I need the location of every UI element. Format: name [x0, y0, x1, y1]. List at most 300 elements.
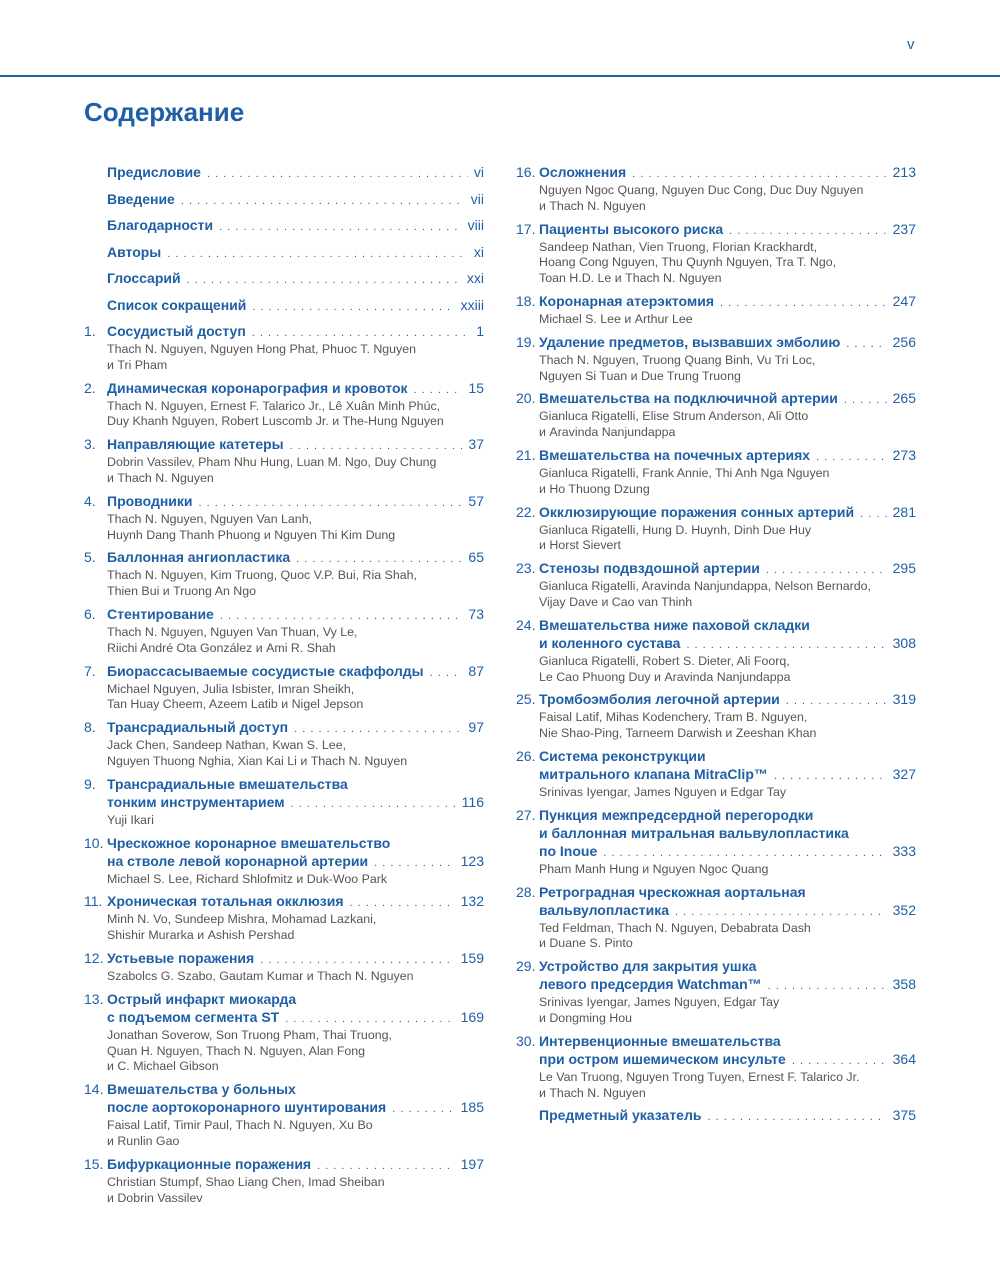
page-reference[interactable]: 281: [892, 503, 916, 520]
author-line: Riichi André Ota González и Ami R. Shah: [107, 640, 336, 655]
page-reference[interactable]: 65: [468, 549, 484, 566]
dot-leader: [291, 795, 456, 813]
toc-entry[interactable]: [516, 503, 916, 555]
chapter-number: 22.: [516, 503, 536, 520]
chapter-number: 29.: [516, 958, 536, 975]
toc-entry[interactable]: [84, 435, 484, 487]
chapter-number: 27.: [516, 806, 536, 823]
page-reference[interactable]: 169: [460, 1008, 484, 1025]
author-line: Nguyen Thuong Nghia, Xian Kai Li и Thach N. Nguyen: [107, 753, 408, 768]
chapter-title-row: [539, 559, 916, 579]
chapter-authors: [107, 399, 484, 431]
author-line: и Tri Pham: [107, 357, 168, 372]
chapter-authors: [539, 312, 916, 328]
toc-entry[interactable]: [516, 446, 916, 498]
toc-entry-body: [107, 379, 484, 431]
dot-leader: [260, 951, 454, 969]
chapter-title-line[interactable]: и баллонная митральная вальвулопластика: [539, 824, 849, 841]
chapter-title-line[interactable]: Трансрадиальный доступ: [107, 719, 289, 736]
chapter-title-row: [107, 243, 484, 263]
chapter-number: 9.: [84, 775, 96, 792]
page-reference[interactable]: vii: [470, 190, 484, 207]
dot-leader: [350, 894, 455, 912]
toc-entry[interactable]: [84, 605, 484, 657]
chapter-title-line[interactable]: Проводники: [107, 492, 193, 509]
chapter-title-line[interactable]: Предметный указатель: [539, 1107, 702, 1124]
chapter-title-row: [107, 492, 484, 512]
toc-entry-body: [107, 190, 484, 210]
chapter-authors: [107, 969, 484, 985]
chapter-number: 7.: [84, 662, 96, 679]
page-reference[interactable]: 15: [468, 379, 484, 396]
chapter-authors: [107, 512, 484, 544]
chapter-title-row: [539, 842, 916, 862]
toc-entry[interactable]: [516, 957, 916, 1027]
author-line: Michael Nguyen, Julia Isbister, Imran Sheikh,: [107, 681, 355, 696]
toc-entry[interactable]: [516, 690, 916, 742]
toc-entry[interactable]: [84, 990, 484, 1075]
chapter-number: 26.: [516, 747, 536, 764]
author-line: Gianluca Rigatelli, Robert S. Dieter, Ali Foorq,: [539, 653, 790, 668]
toc-entry-body: [539, 292, 916, 328]
dot-leader: [167, 245, 468, 263]
chapter-title-line[interactable]: Коронарная атерэктомия: [539, 292, 714, 309]
author-line: Minh N. Vo, Sundeep Mishra, Mohamad Lazkani,: [107, 912, 377, 927]
chapter-title-row: [539, 901, 916, 921]
toc-entry[interactable]: [516, 292, 916, 328]
toc-entry[interactable]: [84, 322, 484, 374]
chapter-authors: [539, 353, 916, 385]
toc-entry-body: [107, 269, 484, 289]
chapter-title-row: [107, 949, 484, 969]
chapter-number: 20.: [516, 390, 536, 407]
page-reference[interactable]: 375: [892, 1107, 916, 1124]
chapter-title-row: [107, 163, 484, 183]
chapter-title-line[interactable]: Благодарности: [107, 217, 214, 233]
author-line: Ted Feldman, Thach N. Nguyen, Debabrata Dash: [539, 920, 811, 935]
page-reference[interactable]: 352: [892, 901, 916, 918]
toc-entry[interactable]: [516, 747, 916, 801]
toc-entry[interactable]: [84, 949, 484, 985]
dot-leader: [285, 1010, 454, 1028]
page-reference[interactable]: 364: [892, 1050, 916, 1067]
toc-entry-body: [107, 775, 484, 829]
toc-entry-body: [107, 718, 484, 770]
toc-entry[interactable]: [516, 220, 916, 287]
toc-entry-body: [539, 747, 916, 801]
author-line: и Aravinda Nanjundappa: [539, 425, 676, 440]
author-line: Szabolcs G. Szabo, Gautam Kumar и Thach N. Nguyen: [107, 968, 414, 983]
chapter-authors: [107, 455, 484, 487]
chapter-title-line[interactable]: Бифуркационные поражения: [107, 1155, 312, 1172]
chapter-title-line[interactable]: Стенозы подвздошной артерии: [539, 560, 760, 577]
chapter-number: 12.: [84, 949, 104, 966]
chapter-title-row: [539, 975, 916, 995]
chapter-title-line[interactable]: по Inoue: [539, 842, 598, 859]
toc-entry-body: [107, 296, 484, 316]
chapter-title-line[interactable]: с подъемом сегмента ST: [107, 1008, 280, 1025]
dot-leader: [181, 192, 465, 210]
author-line: Huynh Dang Thanh Phuong и Nguyen Thi Kim Dung: [107, 527, 396, 542]
author-line: Srinivas Iyengar, James Nguyen и Edgar Tay: [539, 784, 787, 799]
header-rule: [0, 75, 1000, 77]
toc-entry-body: [539, 957, 916, 1027]
dot-leader: [816, 448, 887, 466]
chapter-title-line[interactable]: Осложнения: [539, 164, 627, 180]
chapter-title-row: [539, 389, 916, 409]
chapter-title-row: [107, 190, 484, 210]
chapter-title-row: [107, 793, 484, 813]
toc-entry-body: [539, 1032, 916, 1102]
chapter-authors: [107, 1175, 484, 1207]
chapter-number: 5.: [84, 549, 96, 566]
author-line: Nguyen Si Tuan и Due Trung Truong: [539, 368, 741, 383]
dot-leader: [860, 505, 887, 523]
page-reference[interactable]: 116: [461, 793, 484, 810]
dot-leader: [252, 324, 470, 342]
author-line: Vijay Dave и Cao van Thinh: [539, 594, 693, 609]
toc-entry[interactable]: [516, 1032, 916, 1102]
author-line: Le Van Truong, Nguyen Trong Tuyen, Ernest F. Talarico Jr.: [539, 1069, 860, 1084]
author-line: Thach N. Nguyen, Nguyen Hong Phat, Phuoc T. Nguyen: [107, 342, 417, 356]
author-line: и Dobrin Vassilev: [107, 1190, 203, 1205]
dot-leader: [187, 271, 461, 289]
toc-entry[interactable]: [84, 379, 484, 431]
chapter-title-line[interactable]: Удаление предметов, вызвавших эмболию: [539, 333, 841, 350]
author-line: Thach N. Nguyen, Truong Quang Binh, Vu Tri Loc,: [539, 352, 816, 367]
dot-leader: [786, 692, 887, 710]
page-reference[interactable]: 247: [892, 292, 916, 309]
chapter-title-line[interactable]: Биорассасываемые сосудистые скаффолды: [107, 662, 424, 679]
toc-entry[interactable]: [516, 806, 916, 878]
author-line: Srinivas Iyengar, James Nguyen, Edgar Tay: [539, 995, 780, 1010]
chapter-title-row: [539, 292, 916, 312]
toc-entry[interactable]: [84, 492, 484, 544]
chapter-title-line[interactable]: Направляющие катетеры: [107, 436, 284, 453]
chapter-title-line[interactable]: Пункция межпредсердной перегородки: [539, 806, 814, 823]
chapter-number: 25.: [516, 691, 536, 708]
toc-entry[interactable]: [84, 548, 484, 600]
author-line: Nie Shao-Ping, Tarneem Darwish и Zeeshan Khan: [539, 726, 817, 741]
toc-entry-body: [107, 435, 484, 487]
chapter-authors: [539, 240, 916, 287]
chapter-authors: [107, 738, 484, 770]
dot-leader: [199, 494, 463, 512]
author-line: и Thach N. Nguyen: [539, 198, 646, 213]
chapter-authors: [539, 579, 916, 611]
chapter-title-row: [107, 296, 484, 316]
page-reference[interactable]: 37: [468, 436, 484, 453]
author-line: и Thach N. Nguyen: [107, 470, 214, 485]
author-line: Pham Manh Hung и Nguyen Ngoc Quang: [539, 861, 769, 876]
toc-entry-body: [107, 243, 484, 263]
dot-leader: [430, 664, 463, 682]
chapter-title-line[interactable]: Глоссарий: [107, 270, 181, 286]
page-reference[interactable]: 319: [892, 691, 916, 708]
author-line: Thach N. Nguyen, Ernest F. Talarico Jr., Lê Xuân Minh Phúc,: [107, 398, 441, 413]
toc-entry[interactable]: [516, 883, 916, 953]
chapter-authors: [107, 872, 484, 888]
dot-leader: [707, 1108, 886, 1126]
chapter-authors: [539, 183, 916, 215]
page-reference[interactable]: 273: [892, 446, 916, 463]
dot-leader: [294, 720, 462, 738]
page-reference[interactable]: viii: [467, 217, 484, 233]
page-reference[interactable]: 73: [468, 605, 484, 622]
chapter-authors: [539, 466, 916, 498]
author-line: и Ho Thuong Dzung: [539, 481, 650, 496]
author-line: Duy Khanh Nguyen, Robert Luscomb Jr. и The-Hung Nguyen: [107, 414, 444, 429]
chapter-number: 19.: [516, 333, 536, 350]
toc-entry[interactable]: [84, 296, 484, 316]
author-line: и Runlin Gao: [107, 1133, 180, 1148]
chapter-title-line[interactable]: после аортокоронарного шунтирования: [107, 1099, 387, 1116]
author-line: Jack Chen, Sandeep Nathan, Kwan S. Lee,: [107, 738, 347, 753]
chapter-title-line[interactable]: при остром ишемическом инсульте: [539, 1050, 786, 1067]
chapter-title-line[interactable]: Введение: [107, 190, 175, 207]
toc-entry-body: [107, 1080, 484, 1150]
page-reference[interactable]: 57: [468, 492, 484, 509]
toc-entry[interactable]: [84, 892, 484, 944]
toc-entry[interactable]: [516, 559, 916, 611]
page-reference[interactable]: 256: [892, 333, 916, 350]
page-title: Содержание: [84, 97, 245, 127]
page-reference[interactable]: 333: [892, 842, 916, 859]
dot-leader: [252, 298, 454, 316]
toc-entry[interactable]: [84, 190, 484, 210]
page-reference[interactable]: 185: [460, 1099, 484, 1116]
chapter-number: 17.: [516, 220, 536, 237]
toc-entry-body: [539, 333, 916, 385]
toc-entry[interactable]: [516, 389, 916, 441]
toc-entry[interactable]: [84, 1080, 484, 1150]
toc-entry-body: [539, 559, 916, 611]
chapter-title-row: [107, 892, 484, 912]
chapter-authors: [107, 912, 484, 944]
chapter-authors: [107, 1028, 484, 1075]
toc-entry[interactable]: [84, 269, 484, 289]
chapter-authors: [539, 523, 916, 555]
chapter-authors: [539, 921, 916, 953]
author-line: Christian Stumpf, Shao Liang Chen, Imad Sheiban: [107, 1174, 385, 1189]
dot-leader: [603, 844, 886, 862]
chapter-authors: [539, 862, 916, 878]
chapter-title-line[interactable]: митрального клапана MitraClip™: [539, 765, 768, 782]
toc-entry-body: [539, 806, 916, 878]
chapter-title-line[interactable]: тонким инструментарием: [107, 793, 285, 810]
chapter-title-line[interactable]: Сосудистый доступ: [107, 323, 246, 339]
author-line: Quan H. Nguyen, Thach N. Nguyen, Alan Fong: [107, 1043, 366, 1058]
chapter-title-row: [539, 333, 916, 353]
chapter-number: 3.: [84, 436, 96, 453]
chapter-title-line[interactable]: Чрескожное коронарное вмешательство: [107, 834, 391, 851]
page-reference[interactable]: 132: [460, 893, 484, 910]
page-reference[interactable]: 237: [892, 220, 916, 237]
chapter-title-row: [107, 548, 484, 568]
chapter-title-line[interactable]: и коленного сустава: [539, 634, 681, 651]
chapter-authors: [539, 995, 916, 1027]
chapter-title-line[interactable]: Устьевые поражения: [107, 949, 255, 966]
toc-entry[interactable]: [84, 834, 484, 888]
toc-entry[interactable]: [516, 163, 916, 215]
page-reference[interactable]: 159: [460, 949, 484, 966]
chapter-title-line[interactable]: Вмешательства ниже паховой складки: [539, 616, 810, 633]
chapter-title-row: [539, 690, 916, 710]
page-reference[interactable]: 295: [892, 560, 916, 577]
page-reference[interactable]: 327: [892, 765, 916, 782]
page-reference[interactable]: xxi: [466, 270, 484, 286]
chapter-title-row: [107, 605, 484, 625]
toc-entry-body: [107, 163, 484, 183]
author-line: Michael S. Lee, Richard Shlofmitz и Duk-Woo Park: [107, 871, 388, 886]
dot-leader: [290, 437, 463, 455]
author-line: Faisal Latif, Timir Paul, Thach N. Nguyen, Xu Bo: [107, 1118, 373, 1133]
author-line: Toan H.D. Le и Thach N. Nguyen: [539, 271, 722, 286]
chapter-title-line[interactable]: Хроническая тотальная окклюзия: [107, 893, 344, 910]
dot-leader: [392, 1100, 454, 1118]
author-line: и Thach N. Nguyen: [539, 1085, 646, 1100]
dot-leader: [219, 218, 462, 236]
page-reference[interactable]: vi: [473, 164, 484, 180]
toc-entry-body: [107, 492, 484, 544]
chapter-title-line[interactable]: Интервенционные вмешательства: [539, 1032, 781, 1049]
chapter-title-row: [107, 1155, 484, 1175]
chapter-authors: [539, 1070, 916, 1102]
toc-entry-body: [107, 548, 484, 600]
author-line: Shishir Murarka и Ashish Pershad: [107, 928, 295, 943]
chapter-authors: [107, 342, 484, 374]
chapter-authors: [107, 682, 484, 714]
chapter-title-line[interactable]: вальвулопластика: [539, 901, 670, 918]
toc-entry[interactable]: [84, 662, 484, 714]
author-line: и Horst Sievert: [539, 538, 621, 553]
toc-entry[interactable]: [516, 1106, 916, 1126]
toc-entry[interactable]: [516, 616, 916, 686]
toc-entry[interactable]: [84, 775, 484, 829]
chapter-title-line[interactable]: на стволе левой коронарной артерии: [107, 852, 369, 869]
page-reference[interactable]: 1: [476, 323, 484, 339]
chapter-title-row: [539, 1106, 916, 1126]
toc-entry[interactable]: [84, 718, 484, 770]
chapter-title-row: [107, 322, 484, 342]
chapter-title-line[interactable]: левого предсердия Watchman™: [539, 976, 762, 993]
dot-leader: [766, 561, 887, 579]
chapter-title-row: [539, 220, 916, 240]
page-reference[interactable]: 97: [468, 719, 484, 736]
toc-entry-body: [539, 690, 916, 742]
chapter-title-line[interactable]: Тромбоэмболия легочной артерии: [539, 691, 780, 708]
chapter-title-line[interactable]: Система реконструкции: [539, 747, 706, 764]
chapter-title-line[interactable]: Острый инфаркт миокарда: [107, 990, 297, 1007]
toc-entry-body: [539, 446, 916, 498]
chapter-title-line[interactable]: Окклюзирующие поражения сонных артерий: [539, 503, 855, 520]
author-line: Thach N. Nguyen, Kim Truong, Quoc V.P. Bui, Ria Shah,: [107, 568, 417, 583]
dot-leader: [768, 977, 887, 995]
chapter-title-line[interactable]: Вмешательства у больных: [107, 1081, 296, 1098]
chapter-title-line[interactable]: Пациенты высокого риска: [539, 220, 724, 237]
chapter-title-line[interactable]: Вмешательства на почечных артериях: [539, 446, 811, 463]
chapter-title-row: [539, 1050, 916, 1070]
chapter-title-line[interactable]: Динамическая коронарография и кровоток: [107, 379, 408, 396]
toc-entry-body: [107, 605, 484, 657]
dot-leader: [686, 636, 886, 654]
chapter-title-row: [539, 163, 916, 183]
author-line: Tan Huay Cheem, Azeem Latib и Nigel Jepson: [107, 697, 364, 712]
chapter-title-line[interactable]: Баллонная ангиопластика: [107, 549, 291, 566]
chapter-authors: [539, 710, 916, 742]
chapter-number: 10.: [84, 834, 104, 851]
author-line: Yuji Ikari: [107, 812, 154, 827]
chapter-title-row: [107, 718, 484, 738]
toc-entry[interactable]: [84, 1155, 484, 1207]
chapter-title-row: [107, 435, 484, 455]
toc-entry[interactable]: [84, 216, 484, 236]
author-line: Jonathan Soverow, Son Truong Pham, Thai Truong,: [107, 1027, 392, 1042]
chapter-number: 1.: [84, 323, 96, 339]
chapter-authors: [539, 409, 916, 441]
author-line: Gianluca Rigatelli, Aravinda Nanjundappa, Nelson Bernardo,: [539, 579, 871, 594]
chapter-authors: [107, 625, 484, 657]
toc-entry[interactable]: [84, 163, 484, 183]
toc-entry-body: [539, 389, 916, 441]
chapter-authors: [107, 813, 484, 829]
chapter-title-line[interactable]: Предисловие: [107, 164, 201, 180]
chapter-title-line[interactable]: Трансрадиальные вмешательства: [107, 775, 348, 792]
chapter-title-row: [539, 634, 916, 654]
author-line: и Duane S. Pinto: [539, 936, 633, 951]
dot-leader: [220, 607, 463, 625]
dot-leader: [844, 391, 887, 409]
toc-entry-body: [107, 834, 484, 888]
chapter-title-line[interactable]: Устройство для закрытия ушка: [539, 958, 757, 975]
toc-entry-body: [539, 503, 916, 555]
chapter-title-row: [107, 216, 484, 236]
page-reference[interactable]: 123: [460, 852, 484, 869]
toc-entry-body: [107, 990, 484, 1075]
page-reference[interactable]: 358: [892, 976, 916, 993]
chapter-title-line[interactable]: Авторы: [107, 243, 162, 260]
toc-entry[interactable]: [516, 333, 916, 385]
author-line: Gianluca Rigatelli, Frank Annie, Thi Anh Nga Nguyen: [539, 465, 830, 480]
page-reference[interactable]: 87: [468, 662, 484, 679]
chapter-number: 2.: [84, 379, 96, 396]
chapter-title-line[interactable]: Стентирование: [107, 605, 214, 622]
page-reference[interactable]: 265: [892, 390, 916, 407]
author-line: Thach N. Nguyen, Nguyen Van Lanh,: [107, 511, 313, 526]
toc-entry[interactable]: [84, 243, 484, 263]
page-reference[interactable]: xi: [473, 243, 484, 260]
chapter-number: 18.: [516, 292, 536, 309]
chapter-title-line[interactable]: Ретроградная чрескожная аортальная: [539, 883, 806, 900]
chapter-title-line[interactable]: Вмешательства на подключичной артерии: [539, 390, 838, 407]
chapter-number: 8.: [84, 719, 96, 736]
chapter-title-row: [107, 379, 484, 399]
chapter-authors: [539, 785, 916, 801]
toc-entry-body: [107, 1155, 484, 1207]
chapter-title-line[interactable]: Список сокращений: [107, 296, 247, 313]
chapter-number: 23.: [516, 560, 536, 577]
page-reference[interactable]: 197: [460, 1155, 484, 1172]
dot-leader: [720, 294, 887, 312]
page-reference[interactable]: xxiii: [460, 296, 484, 313]
page-reference[interactable]: 308: [892, 634, 916, 651]
dot-leader: [774, 767, 887, 785]
toc-entry-body: [107, 216, 484, 236]
chapter-title-row: [107, 662, 484, 682]
page-reference[interactable]: 213: [892, 164, 916, 180]
dot-leader: [632, 165, 886, 183]
dot-leader: [317, 1157, 455, 1175]
